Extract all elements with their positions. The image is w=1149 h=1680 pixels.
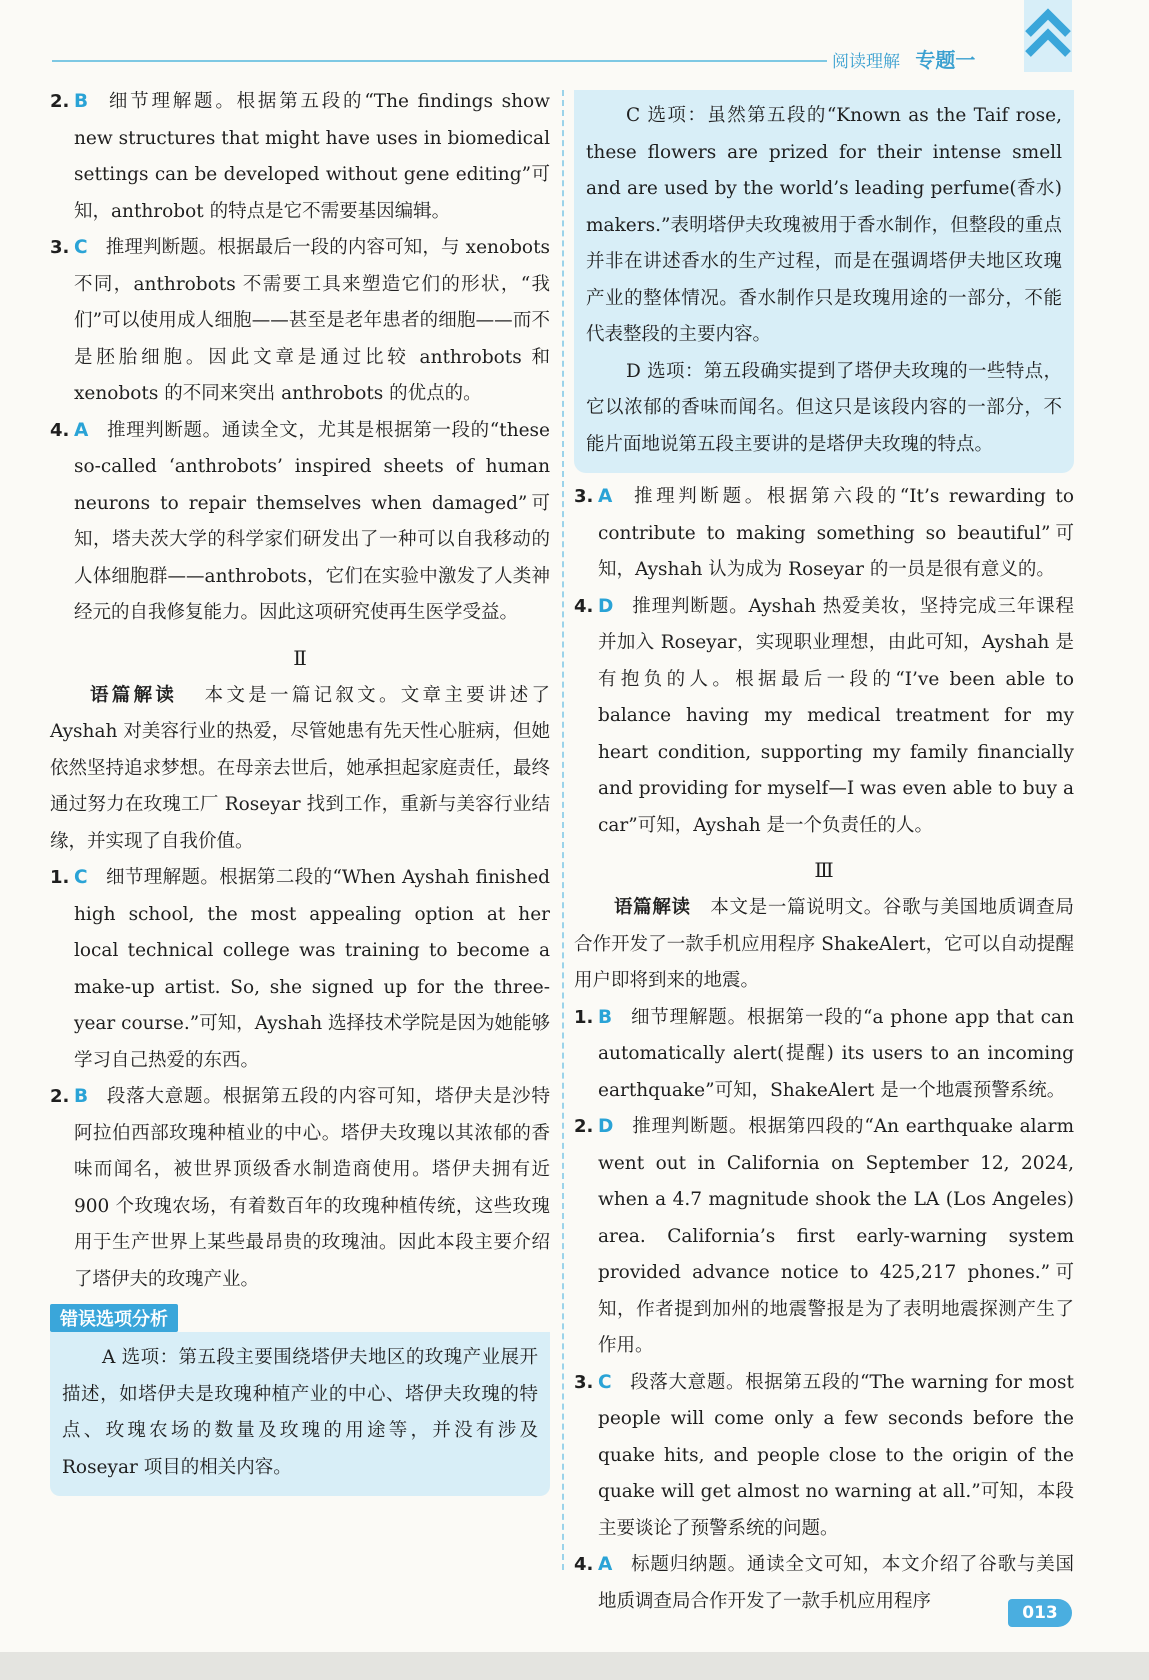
answer-item [574,1547,1074,1620]
item-number: 1. [50,867,70,888]
explanation: 推理判断题。通读全文，尤其是根据第一段的“these so-called ‘anthrobots’ inspired sheets of human neurons to repair themselves when damaged”可知，塔夫茨大学的科学家们研发出了一种可以自我移动的人体细胞群——anthrobots，它们在实验中激发了人类神经元的自我修复能力。因此这项研究使再生医学受益。 [74,419,550,623]
explanation: 推理判断题。根据第六段的“It’s rewarding to contribute to making something so beautiful”可知，Ayshah 认为成为 Roseyar 的一员是很有意义的。 [598,486,1074,580]
intro-text: 本文是一篇记叙文。文章主要讲述了 Ayshah 对美容行业的热爱，尽管她患有先天性心脏病，但她依然坚持追求梦想。在母亲去世后，她承担起家庭责任，最终通过努力在玫瑰工厂 Roseyar 找到工作，重新与美容行业结缘，并实现了自我价值。 [50,684,550,852]
item-number: 4. [50,419,70,441]
item-number: 3. [574,486,594,507]
answer-letter: B [598,1006,613,1028]
explanation: 标题归纳题。通读全文可知，本文介绍了谷歌与美国地质调查局合作开发了一款手机应用程序 [598,1554,1074,1612]
answer-letter: C [74,867,88,888]
explanation: 细节理解题。根据第一段的“a phone app that can automatically alert(提醒) its users to an incoming earthquake”可知，ShakeAlert 是一个地震预警系统。 [598,1006,1074,1101]
answer-item [50,84,550,230]
answer-item [50,1079,550,1298]
explanation: 推理判断题。Ayshah 热爱美妆，坚持完成三年课程并加入 Roseyar，实现职业理想，由此可知，Ayshah 是有抱负的人。根据最后一段的“I’ve been able to balance having my medical treatment for my heart condition, supporting my family financially and providing for myself—I was even able to buy a car”可知，Ayshah 是一个负责任的人。 [598,595,1074,836]
item-number: 2. [50,1086,70,1107]
item-number: 2. [574,1116,594,1137]
section-numeral: Ⅲ [814,858,834,882]
item-number: 4. [574,1554,594,1575]
answer-item [574,1109,1074,1365]
answer-letter: A [74,419,89,441]
section-numeral: Ⅱ [293,645,307,670]
error-analysis-label: 错误选项分析 [50,1304,178,1332]
item-number: 1. [574,1006,594,1028]
intro-text: 本文是一篇说明文。谷歌与美国地质调查局合作开发了一款手机应用程序 ShakeAlert，它可以自动提醒用户即将到来的地震。 [574,897,1074,991]
error-analysis-text: A 选项：第五段主要围绕塔伊夫地区的玫瑰产业展开描述，如塔伊夫是玫瑰种植产业的中心、塔伊夫玫瑰的特点、玫瑰农场的数量及玫瑰的用途等，并没有涉及 Roseyar 项目的相关内容。 [62,1347,538,1478]
intro-label: 语篇解读 [90,684,178,706]
error-analysis-box-continued [574,90,1074,473]
answer-item [574,1000,1074,1110]
answer-letter: B [74,91,89,112]
explanation: 段落大意题。根据第五段的内容可知，塔伊夫是沙特阿拉伯西部玫瑰种植业的中心。塔伊夫玫瑰以其浓郁的香味而闻名，被世界顶级香水制造商使用。塔伊夫拥有近 900 个玫瑰农场，有着数百年的玫瑰种植传统，这些玫瑰用于生产世界上某些最昂贵的玫瑰油。因此本段主要介绍了塔伊夫的玫瑰产业。 [74,1086,550,1290]
answer-letter: C [74,237,88,258]
item-number: 3. [574,1371,594,1393]
answer-letter: A [598,486,613,507]
option-c-analysis: C 选项：虽然第五段的“Known as the Taif rose, these flowers are prized for their intense smell and are used by the world’s leading perfume(香水) makers.”表明塔伊夫玫瑰被用于香水制作，但整段的重点并非在讲述香水的生产过程，而是在强调塔伊夫地区玫瑰产业的整体情况。香水制作只是玫瑰用途的一部分，不能代表整段的主要内容。 [586,105,1062,345]
answer-item [50,230,550,413]
answer-item [50,413,550,632]
answer-letter: D [598,1116,614,1137]
explanation: 段落大意题。根据第五段的“The warning for most people will come only a few seconds before the quake hits, and people close to the origin of the quake will get almost no warning at all.”可知，本段主要谈论了预警系统的问题。 [598,1371,1074,1539]
header [832,44,975,73]
intro-label: 语篇解读 [614,897,691,918]
answer-letter: D [598,595,614,617]
explanation: 细节理解题。根据第二段的“When Ayshah finished high school, the most appealing option at her local technical college was training to become a make-up artist. So, she signed up for the three-year course.”可知，Ayshah 选择技术学院是因为她能够学习自己热爱的东西。 [74,867,550,1071]
option-d-analysis: D 选项：第五段确实提到了塔伊夫玫瑰的一些特点，它以浓郁的香味而闻名。但这只是该段内容的一部分，不能片面地说第五段主要讲的是塔伊夫玫瑰的特点。 [586,360,1062,455]
explanation: 推理判断题。根据最后一段的内容可知，与 xenobots 不同，anthrobots 不需要工具来塑造它们的形状，“我们”可以使用成人细胞——甚至是老年患者的细胞——而不是胚胎细胞。因此文章是通过比较 anthrobots 和 xenobots 的不同来突出 anthrobots 的优点的。 [74,237,550,404]
explanation: 推理判断题。根据第四段的“An earthquake alarm went out in California on September 12, 2024, when a 4.7 magnitude shook the LA (Los Angeles) area. California’s first early-warning system provided advance notice to 425,217 phones.”可知，作者提到加州的地震警报是为了表明地震探测产生了作用。 [598,1116,1074,1356]
answer-letter: B [74,1086,89,1107]
chevron-up-icon [1024,0,1072,72]
answer-letter: C [598,1371,612,1393]
explanation: 细节理解题。根据第五段的“The findings show new structures that might have uses in biomedical settings can be developed without gene editing”可知，anthrobot 的特点是它不需要基因编辑。 [74,91,550,222]
page-number: 013 [1008,1599,1072,1627]
answer-item [574,1365,1074,1548]
header-category: 阅读理解 [832,52,900,72]
answer-item [574,479,1074,589]
answer-item [574,589,1074,845]
item-number: 3. [50,237,70,258]
page-bottom-edge [0,1652,1149,1680]
left-column [50,84,550,1496]
item-number: 4. [574,595,594,617]
answer-item [50,860,550,1079]
header-section: 专题一 [915,48,976,72]
right-column [574,90,1074,1620]
passage-intro [574,890,1074,1000]
error-analysis-box [50,1332,550,1496]
column-divider [562,90,564,1570]
item-number: 2. [50,91,70,112]
answer-letter: A [598,1554,613,1575]
passage-intro [50,678,550,861]
header-rule [52,60,827,62]
